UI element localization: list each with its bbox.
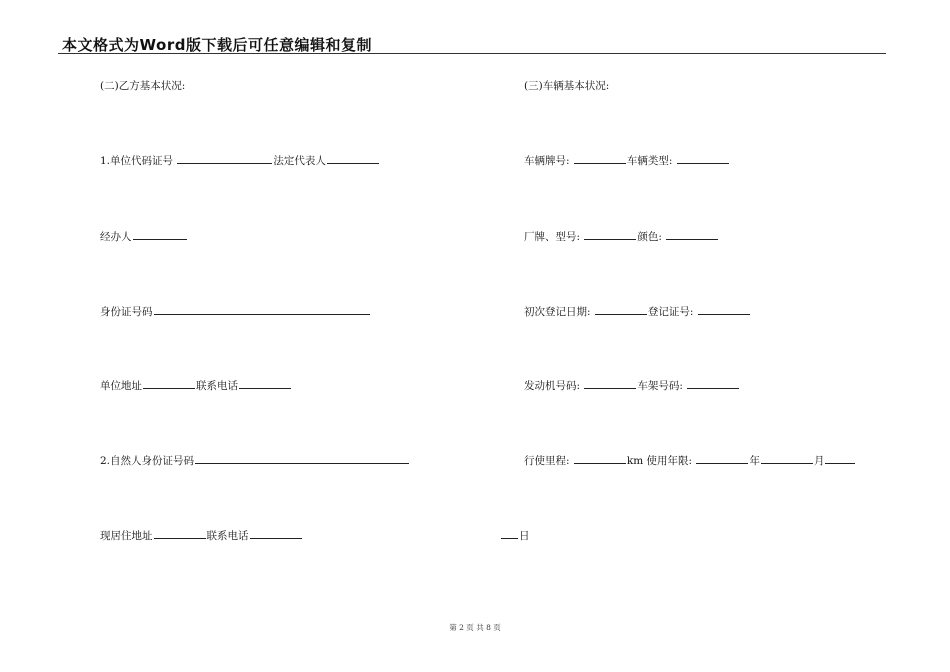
plate-label: 车辆牌号: <box>524 155 570 167</box>
person-id-label: 2.自然人身份证号码 <box>100 455 195 467</box>
day-blank[interactable] <box>825 452 855 464</box>
registration-line <box>524 303 751 319</box>
day-label: 日 <box>519 530 530 542</box>
person-phone-blank[interactable] <box>250 527 302 539</box>
org-phone-label: 联系电话 <box>196 380 238 392</box>
person-phone-label: 联系电话 <box>206 530 249 542</box>
id-number-label: 身份证号码 <box>100 306 153 318</box>
page-number: 第 2 页 共 8 页 <box>449 623 501 632</box>
service-years-label: km 使用年限: <box>626 455 693 467</box>
year-blank[interactable] <box>696 452 748 464</box>
org-phone-blank[interactable] <box>239 377 291 389</box>
id-number-blank[interactable] <box>154 303 370 315</box>
id-number-line <box>100 303 371 319</box>
year-label: 年 <box>749 455 760 467</box>
residence-line <box>100 527 303 543</box>
vehicle-type-blank[interactable] <box>677 152 729 164</box>
mileage-label: 行使里程: <box>524 455 570 467</box>
agent-line <box>100 228 188 244</box>
engine-number-label: 发动机号码: <box>524 380 581 392</box>
org-code-line <box>100 152 380 168</box>
day-continuation-blank[interactable] <box>501 527 518 539</box>
engine-line <box>524 377 740 393</box>
person-id-blank[interactable] <box>195 452 409 464</box>
agent-label: 经办人 <box>100 231 132 243</box>
month-label: 月 <box>813 455 825 467</box>
party-b-heading-text: (二)乙方基本状况: <box>100 80 186 92</box>
frame-number-blank[interactable] <box>687 377 739 389</box>
legal-rep-label: 法定代表人 <box>273 155 326 167</box>
plate-blank[interactable] <box>574 152 626 164</box>
org-address-label: 单位地址 <box>100 380 142 392</box>
color-label: 颜色: <box>637 231 662 243</box>
vehicle-type-label: 车辆类型: <box>626 155 673 167</box>
brand-line <box>524 228 719 244</box>
document-header-title: 本文格式为Word版下载后可任意编辑和复制 <box>62 36 372 54</box>
month-blank[interactable] <box>761 452 813 464</box>
reg-cert-blank[interactable] <box>698 303 750 315</box>
person-id-line <box>100 452 410 468</box>
vehicle-heading-text: (三)车辆基本状况: <box>524 80 610 92</box>
party-b-heading <box>100 79 185 93</box>
plate-line <box>524 152 730 168</box>
color-blank[interactable] <box>666 228 718 240</box>
mileage-line <box>524 452 856 468</box>
mileage-blank[interactable] <box>574 452 626 464</box>
residence-label: 现居住地址 <box>100 530 153 542</box>
header-divider <box>58 53 886 54</box>
residence-blank[interactable] <box>154 527 206 539</box>
vehicle-heading <box>524 79 609 93</box>
frame-number-label: 车架号码: <box>637 380 683 392</box>
reg-cert-label: 登记证号: <box>647 306 694 318</box>
legal-rep-blank[interactable] <box>327 152 379 164</box>
org-address-line <box>100 377 292 393</box>
org-code-label: 1.单位代码证号 <box>100 155 174 167</box>
agent-blank[interactable] <box>133 228 187 240</box>
brand-blank[interactable] <box>584 228 636 240</box>
org-address-blank[interactable] <box>143 377 195 389</box>
engine-number-blank[interactable] <box>584 377 636 389</box>
first-reg-date-label: 初次登记日期: <box>524 306 591 318</box>
org-code-blank[interactable] <box>177 152 272 164</box>
first-reg-date-blank[interactable] <box>595 303 647 315</box>
brand-label: 厂牌、型号: <box>524 231 581 243</box>
day-line <box>500 527 530 543</box>
